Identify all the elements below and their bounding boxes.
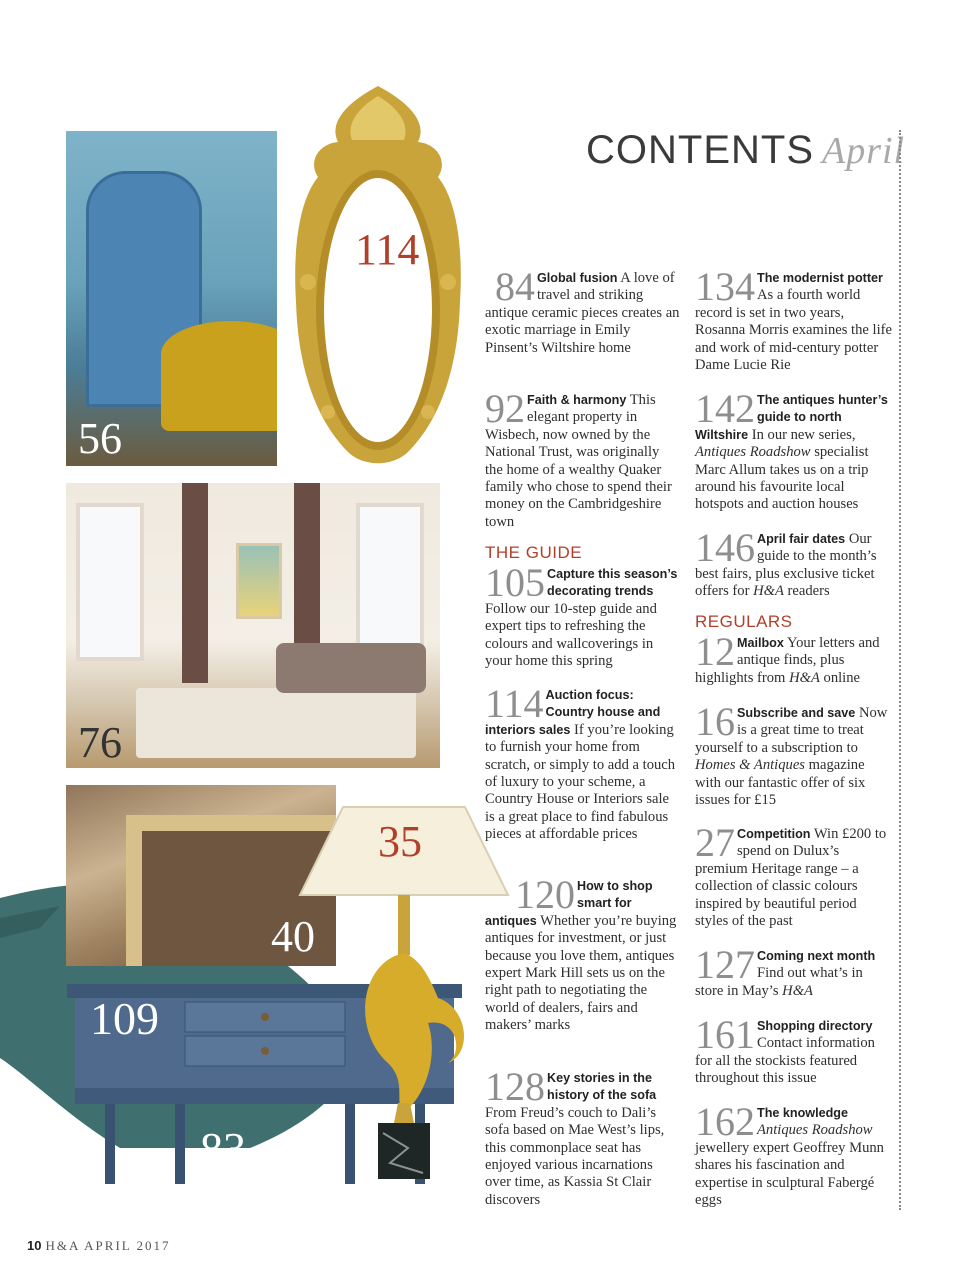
entry-headline: Auction focus: Country house and interiors sales bbox=[485, 688, 661, 737]
list-item bbox=[695, 942, 893, 1000]
list-item bbox=[485, 560, 680, 670]
entry-text: Follow our 10-step guide and expert tips to refreshing the colours and wallcoverings in your home this spring bbox=[485, 600, 657, 670]
entry-page-number: 120 bbox=[515, 872, 575, 917]
gilding-page-number: 40 bbox=[271, 912, 315, 961]
entry-headline: Shopping directory bbox=[757, 1019, 873, 1033]
entry-text: In our new series, bbox=[748, 426, 856, 443]
entry-headline: Coming next month bbox=[757, 949, 876, 963]
entry-headline: Capture this season’s decorating trends bbox=[547, 567, 678, 599]
entry-headline: Global fusion bbox=[537, 271, 618, 285]
entry-headline: How to shop smart for antiques bbox=[485, 879, 653, 928]
list-item bbox=[695, 386, 893, 514]
curtain bbox=[182, 483, 208, 683]
contents-heading: CONTENTS bbox=[586, 128, 814, 172]
entry-page-number: 12 bbox=[695, 629, 735, 674]
list-item bbox=[695, 629, 893, 687]
entry-page-number: 92 bbox=[485, 386, 525, 431]
entry-text: From Freud’s couch to Dali’s sofa based on Mae West’s lips, this commonplace seat has enjoyed various incarnations over time, as Kassia St Clair discovers bbox=[485, 1104, 665, 1208]
entry-headline: Faith & harmony bbox=[527, 393, 627, 407]
entry-text: magazine with our fantastic offer of six issues for £15 bbox=[695, 757, 866, 809]
section-heading-guide: THE GUIDE bbox=[485, 543, 583, 562]
entry-text: If you’re looking to furnish your home from scratch, or simply to add a touch of luxury to your scheme, a Country House or Interiors sale is a great place to find fabulous pieces at affordable prices bbox=[485, 721, 676, 843]
sofa bbox=[276, 643, 426, 693]
entry-page-number: 127 bbox=[695, 942, 755, 987]
entry-text: This elegant property in Wisbech, now owned by the National Trust, was originally the home of a wealthy Quaker family who chose to spend their money on the Cambridgeshire town bbox=[485, 392, 672, 530]
entry-page-number: 134 bbox=[695, 264, 755, 309]
room-page-number: 76 bbox=[78, 718, 122, 767]
list-item bbox=[695, 820, 893, 930]
footer-page-number: 10 bbox=[27, 1238, 42, 1253]
entry-page-number: 128 bbox=[485, 1064, 545, 1109]
list-item bbox=[485, 264, 680, 357]
list-item bbox=[485, 681, 680, 844]
sideboard-page-number: 109 bbox=[90, 993, 159, 1044]
entry-text: Contact information for all the stockists featured throughout this issue bbox=[695, 1035, 875, 1087]
entry-text: online bbox=[819, 669, 861, 686]
entry-italic: Homes & Antiques bbox=[695, 757, 805, 774]
entry-text: Your letters and antique finds, plus highlights from bbox=[695, 635, 880, 686]
list-item bbox=[485, 386, 680, 531]
lamp-page-number: 35 bbox=[378, 817, 422, 866]
entry-page-number: 27 bbox=[695, 820, 735, 865]
entry-headline: Subscribe and save bbox=[737, 706, 856, 720]
living-room-photo bbox=[66, 483, 440, 768]
footer-issue: H&A APRIL 2017 bbox=[45, 1238, 171, 1253]
entry-text: specialist Marc Allum takes us on a trip around his favourite local hotspots and auction houses bbox=[695, 444, 869, 513]
entry-italic: H&A bbox=[782, 982, 813, 999]
dotted-divider bbox=[899, 130, 901, 1210]
list-item bbox=[485, 1064, 680, 1209]
window bbox=[76, 503, 144, 661]
entry-text: Find out what’s in store in May’s bbox=[695, 965, 863, 999]
page-footer bbox=[27, 1238, 171, 1254]
entry-page-number: 105 bbox=[485, 560, 545, 605]
entry-italic: H&A bbox=[789, 669, 820, 686]
entry-page-number: 114 bbox=[485, 681, 544, 726]
entry-headline: Mailbox bbox=[737, 636, 784, 650]
entry-headline: The antiques hunter’s guide to north Wiltshire bbox=[695, 393, 888, 442]
entry-italic: H&A bbox=[753, 583, 784, 600]
yellow-table bbox=[161, 321, 277, 431]
rug bbox=[136, 688, 416, 758]
list-item bbox=[695, 1012, 893, 1088]
brush-page-number: 83 bbox=[200, 1123, 246, 1174]
entry-italic: Antiques Roadshow bbox=[695, 444, 811, 461]
entry-page-number: 142 bbox=[695, 386, 755, 431]
entry-text: Whether you’re buying antiques for investment, or just because you love them, antiques expert Mark Hill sets us on the right path to negotiating the world of dealers, fairs and makers’ marks bbox=[485, 912, 677, 1034]
list-item bbox=[695, 1099, 893, 1209]
cabinet-page-number: 56 bbox=[78, 414, 122, 463]
window bbox=[356, 503, 424, 661]
list-item bbox=[695, 525, 893, 601]
entry-text: readers bbox=[783, 583, 830, 600]
entry-text: Our guide to the month’s best fairs, plus exclusive ticket offers for bbox=[695, 531, 877, 600]
mirror-page-number: 114 bbox=[355, 225, 420, 274]
entry-text: A love of travel and striking antique ceramic pieces creates an exotic marriage in Emily Pinsent’s Wiltshire home bbox=[485, 270, 680, 356]
entry-text: Now is a great time to treat yourself to a subscription to bbox=[695, 705, 888, 756]
entry-headline: The modernist potter bbox=[757, 271, 883, 285]
entry-headline: April fair dates bbox=[757, 532, 846, 546]
entry-headline: The knowledge bbox=[757, 1106, 848, 1120]
issue-month: April bbox=[822, 130, 906, 172]
entry-headline: Competition bbox=[737, 827, 811, 841]
entry-page-number: 16 bbox=[695, 699, 735, 744]
entry-page-number: 162 bbox=[695, 1099, 755, 1144]
gilding-photo bbox=[66, 785, 336, 966]
cabinet-photo bbox=[66, 131, 277, 466]
list-item bbox=[485, 872, 680, 1035]
painting bbox=[236, 543, 282, 619]
entry-text: Win £200 to spend on Dulux’s premium Heritage range – a collection of classic colours inspired by beautiful period styles of the past bbox=[695, 826, 887, 930]
entry-italic: Antiques Roadshow bbox=[757, 1122, 873, 1139]
gilt-mirror-image bbox=[288, 82, 468, 474]
entry-headline: Key stories in the history of the sofa bbox=[547, 1071, 657, 1103]
list-item bbox=[695, 264, 893, 374]
section-heading-regulars: REGULARS bbox=[695, 612, 793, 631]
entry-page-number: 84 bbox=[495, 264, 535, 309]
entry-page-number: 146 bbox=[695, 525, 755, 570]
page-title bbox=[586, 128, 905, 173]
entry-page-number: 161 bbox=[695, 1012, 755, 1057]
entry-text: As a fourth world record is set in two years, Rosanna Morris examines the life and work of mid-century potter Dame Lucie Rie bbox=[695, 287, 892, 374]
list-item bbox=[695, 699, 893, 809]
entry-text: jewellery expert Geoffrey Munn shares his fascination and expertise in sculptural Fabergé eggs bbox=[695, 1139, 884, 1209]
